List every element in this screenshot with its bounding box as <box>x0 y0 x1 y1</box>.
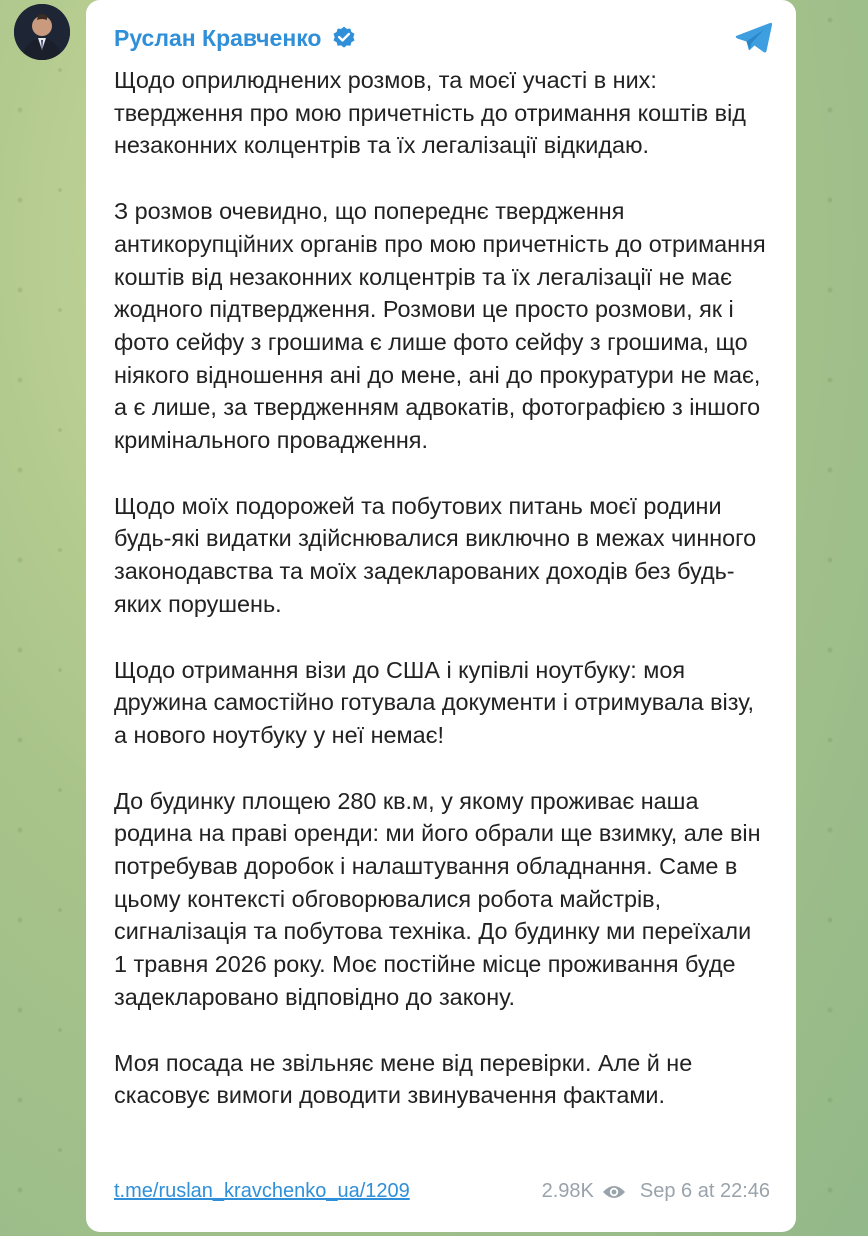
message-bubble <box>86 0 796 1232</box>
post-paragraph: До будинку площею 280 кв.м, у якому проживає наша родина на праві оренди: ми його обрали ще взимку, але він потребував доробок і налаштування обладнання. Саме в цьому контексті обговорювалися робота майстрів, сигналізація та побутова техніка. До будинку ми переїхали 1 травня 2026 року. Моє постійне місце проживання буде задекларовано відповідно до закону. <box>114 787 761 1010</box>
eye-icon <box>602 1183 626 1201</box>
author-name[interactable]: Руслан Кравченко <box>114 24 322 51</box>
post-paragraph: Щодо моїх подорожей та побутових питань моєї родини будь-які видатки здійснювалися виключно в межах чинного законодавства та моїх задекларованих доходів без будь-яких порушень. <box>114 492 757 617</box>
post-link[interactable]: t.me/ruslan_kravchenko_ua/1209 <box>114 1180 410 1202</box>
message-footer <box>114 1180 770 1203</box>
avatar-photo <box>14 4 70 60</box>
post-paragraph: Щодо оприлюднених розмов, та моєї участі в них: твердження про мою причетність до отримання коштів від незаконних колцентрів та їх легалізації відкидаю. <box>114 67 746 159</box>
post-paragraph: Моя посада не звільняє мене від перевірки. Але й не скасовує вимоги доводити звинувачення фактами. <box>114 1049 693 1109</box>
view-count: 2.98K <box>541 1180 594 1202</box>
message-header <box>114 18 768 58</box>
post-paragraph: Щодо отримання візи до США і купівлі ноутбуку: моя дружина самостійно готувала документи і отримувала візу, а нового ноутбуку у неї немає! <box>114 656 755 748</box>
telegram-icon[interactable] <box>734 20 774 56</box>
post-body <box>114 64 768 1112</box>
post-timestamp: Sep 6 at 22:46 <box>639 1180 770 1202</box>
verified-badge-icon <box>331 25 357 51</box>
avatar[interactable] <box>14 4 70 60</box>
post-paragraph: З розмов очевидно, що попереднє твердження антикорупційних органів про мою причетність до отримання коштів від незаконних колцентрів та їх легалізації не має жодного підтвердження. Розмови це просто розмови, як і фото сейфу з грошима є лише фото сейфу з грошима, що ніякого відношення ані до мене, ані до прокуратури не має, а є лише, за твердженням адвокатів, фотографією з іншого кримінального провадження. <box>114 198 766 454</box>
